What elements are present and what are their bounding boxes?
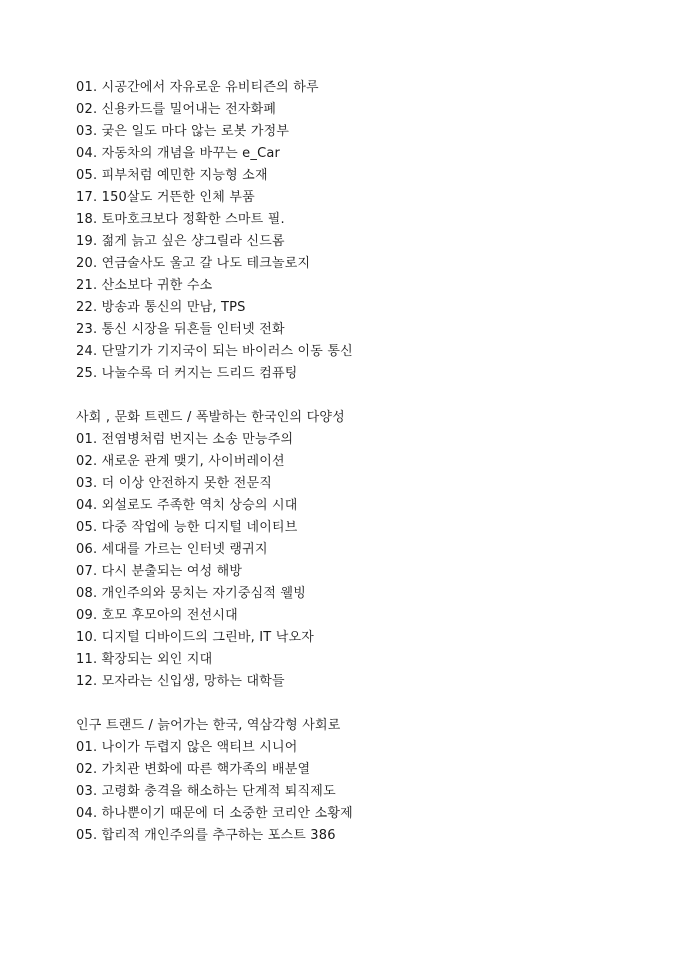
- list-item: 19. 젊게 늙고 싶은 샹그릴라 신드롬: [76, 234, 285, 249]
- list-item: 02. 신용카드를 밀어내는 전자화폐: [76, 102, 277, 117]
- population-trend-list: [76, 715, 656, 847]
- list-item: 02. 새로운 관계 맺기, 사이버레이션: [76, 454, 285, 469]
- list-item: 03. 궂은 일도 마다 않는 로봇 가정부: [76, 124, 290, 139]
- list-item: 25. 나눌수록 더 커지는 드리드 컴퓨팅: [76, 366, 298, 381]
- list-item: 17. 150살도 거뜬한 인체 부품: [76, 190, 255, 205]
- list-item: 11. 확장되는 외인 지대: [76, 652, 213, 667]
- list-item: 23. 통신 시장을 뒤흔들 인터넷 전화: [76, 322, 285, 337]
- list-item: 03. 고령화 충격을 해소하는 단계적 퇴직제도: [76, 784, 336, 799]
- list-item: 04. 외설로도 주족한 역치 상승의 시대: [76, 498, 298, 513]
- list-item: 08. 개인주의와 뭉치는 자기중심적 웰빙: [76, 586, 306, 601]
- section-spacer: [76, 693, 656, 715]
- list-item: 03. 더 이상 안전하지 못한 전문직: [76, 476, 273, 491]
- list-item: 05. 합리적 개인주의를 추구하는 포스트 386: [76, 828, 336, 843]
- list-item: 01. 전염병처럼 번지는 소송 만능주의: [76, 432, 294, 447]
- list-item: 24. 단말기가 기지국이 되는 바이러스 이동 통신: [76, 344, 353, 359]
- list-item: 18. 토마호크보다 정확한 스마트 필.: [76, 212, 285, 227]
- list-item: 20. 연금술사도 울고 갈 나도 테크놀로지: [76, 256, 311, 271]
- list-item: 06. 세대를 가르는 인터넷 랭귀지: [76, 542, 268, 557]
- section-heading: 사회 , 문화 트렌드 / 폭발하는 한국인의 다양성: [76, 410, 345, 425]
- list-item: 07. 다시 분출되는 여성 해방: [76, 564, 243, 579]
- list-item: 05. 다중 작업에 능한 디지털 네이티브: [76, 520, 298, 535]
- list-item: 04. 하나뿐이기 때문에 더 소중한 코리안 소황제: [76, 806, 353, 821]
- list-item: 10. 디지털 디바이드의 그린바, IT 낙오자: [76, 630, 315, 645]
- list-item: 21. 산소보다 귀한 수소: [76, 278, 213, 293]
- list-item: 02. 가치관 변화에 따른 핵가족의 배분열: [76, 762, 311, 777]
- list-item: 22. 방송과 통신의 만남, TPS: [76, 300, 246, 315]
- list-item: 12. 모자라는 신입생, 망하는 대학들: [76, 674, 285, 689]
- list-item: 01. 시공간에서 자유로운 유비티즌의 하루: [76, 80, 319, 95]
- social-culture-trend-list: [76, 407, 656, 693]
- document-page: [76, 77, 656, 847]
- list-item: 09. 호모 후모아의 전선시대: [76, 608, 238, 623]
- list-item: 05. 피부처럼 예민한 지능형 소재: [76, 168, 268, 183]
- section-heading: 인구 트랜드 / 늙어가는 한국, 역삼각형 사회로: [76, 718, 341, 733]
- list-item: 04. 자동차의 개념을 바꾸는 e_Car: [76, 146, 281, 161]
- tech-trend-list: [76, 77, 656, 385]
- list-item: 01. 나이가 두렵지 않은 액티브 시니어: [76, 740, 298, 755]
- section-spacer: [76, 385, 656, 407]
